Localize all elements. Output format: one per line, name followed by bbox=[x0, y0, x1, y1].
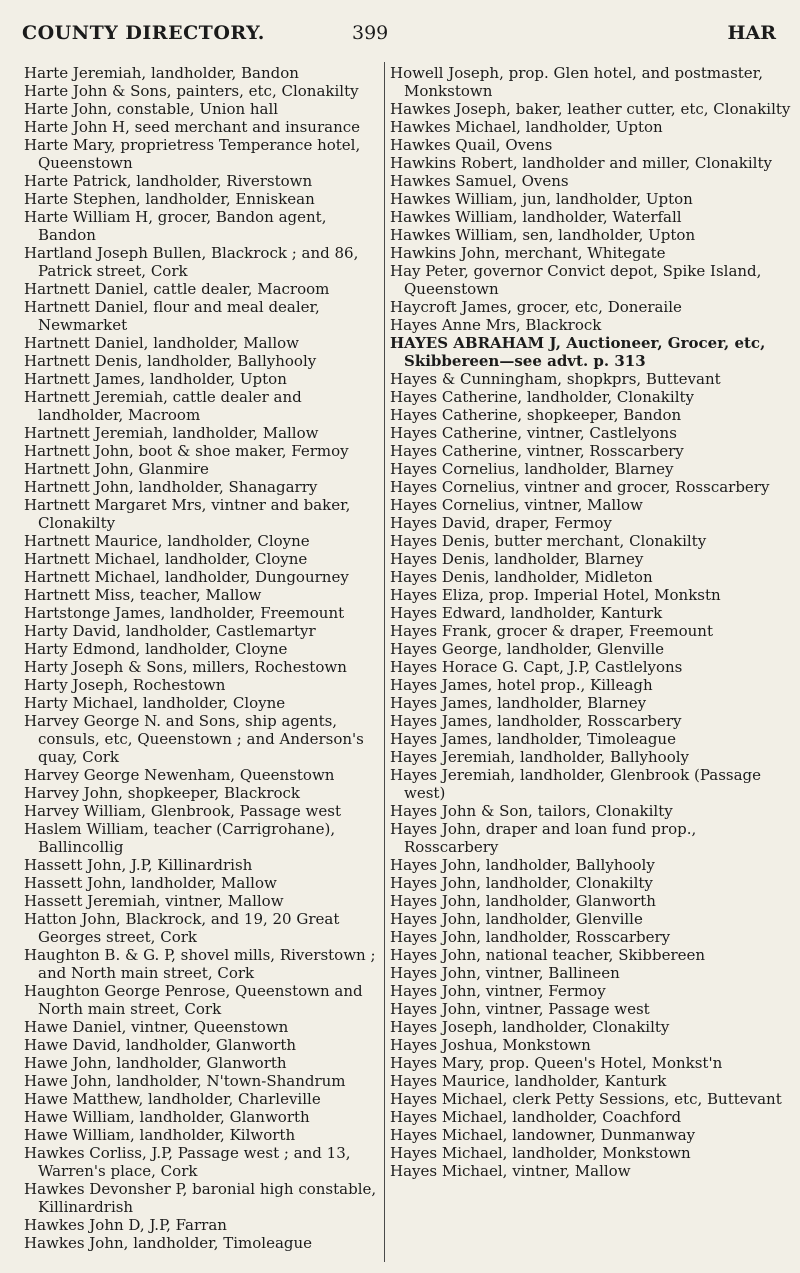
directory-entry: Harty Joseph & Sons, millers, Rochestown bbox=[24, 658, 347, 676]
directory-entry: Hayes Catherine, shopkeeper, Bandon bbox=[390, 406, 682, 424]
directory-entry: Hayes Frank, grocer & draper, Freemount bbox=[390, 622, 713, 640]
directory-entry: Hayes John, vintner, Fermoy bbox=[390, 982, 606, 1000]
directory-entry: Hawkes Joseph, baker, leather cutter, etc, Clonakilty bbox=[390, 100, 791, 118]
directory-entry: Hawkes Quail, Ovens bbox=[390, 136, 553, 154]
running-header bbox=[0, 22, 800, 52]
directory-entry: Hawkes John D, J.P, Farran bbox=[24, 1216, 227, 1234]
directory-entry: Hartnett Miss, teacher, Mallow bbox=[24, 586, 262, 604]
directory-entry: Hartnett Denis, landholder, Ballyhooly bbox=[24, 352, 317, 370]
directory-entry: Hartnett Maurice, landholder, Cloyne bbox=[24, 532, 310, 550]
directory-entry: Hawe William, landholder, Glanworth bbox=[24, 1108, 310, 1126]
section-letters: HAR bbox=[727, 22, 776, 44]
directory-entry: Hayes Catherine, landholder, Clonakilty bbox=[390, 388, 694, 406]
directory-entry: Hartnett Jeremiah, cattle dealer and landholder, Macroom bbox=[24, 388, 302, 424]
directory-entry: Hawe William, landholder, Kilworth bbox=[24, 1126, 296, 1144]
directory-entry: Harte Patrick, landholder, Riverstown bbox=[24, 172, 313, 190]
directory-entry: Hartnett Daniel, flour and meal dealer, Newmarket bbox=[24, 298, 320, 334]
running-title: COUNTY DIRECTORY. bbox=[22, 22, 265, 44]
directory-entry: Hayes Horace G. Capt, J.P, Castlelyons bbox=[390, 658, 683, 676]
directory-entry: Hartland Joseph Bullen, Blackrock ; and 86, Patrick street, Cork bbox=[24, 244, 359, 280]
page-number: 399 bbox=[352, 22, 389, 44]
directory-entry: Harte John H, seed merchant and insurance bbox=[24, 118, 361, 136]
directory-entry: Hayes Cornelius, landholder, Blarney bbox=[390, 460, 674, 478]
directory-entry: Harte Jeremiah, landholder, Bandon bbox=[24, 64, 299, 82]
directory-entry: Harvey George N. and Sons, ship agents, consuls, etc, Queenstown ; and Anderson's quay, Cork bbox=[24, 712, 364, 766]
directory-entry: Hayes Denis, landholder, Midleton bbox=[390, 568, 653, 586]
directory-entry: Hayes Michael, landholder, Monkstown bbox=[390, 1144, 691, 1162]
directory-entry: Hawkes Michael, landholder, Upton bbox=[390, 118, 663, 136]
directory-entry: Hassett John, landholder, Mallow bbox=[24, 874, 277, 892]
directory-entry: Harvey John, shopkeeper, Blackrock bbox=[24, 784, 301, 802]
directory-entry: Hayes Cornelius, vintner and grocer, Rosscarbery bbox=[390, 478, 770, 496]
directory-entry: Hayes James, hotel prop., Killeagh bbox=[390, 676, 653, 694]
directory-entry: Hawkins John, merchant, Whitegate bbox=[390, 244, 666, 262]
directory-entry: Hayes Catherine, vintner, Castlelyons bbox=[390, 424, 677, 442]
directory-entry: Hayes Joshua, Monkstown bbox=[390, 1036, 591, 1054]
directory-entry: Hawkes William, jun, landholder, Upton bbox=[390, 190, 693, 208]
directory-entry: Hayes Michael, landholder, Coachford bbox=[390, 1108, 682, 1126]
directory-entry: Hayes Eliza, prop. Imperial Hotel, Monkstn bbox=[390, 586, 721, 604]
directory-entry: Hartnett Michael, landholder, Cloyne bbox=[24, 550, 308, 568]
directory-entry: Hartnett Margaret Mrs, vintner and baker, Clonakilty bbox=[24, 496, 351, 532]
directory-entry: Hawkes William, landholder, Waterfall bbox=[390, 208, 682, 226]
directory-entry: Harte John, constable, Union hall bbox=[24, 100, 279, 118]
directory-entry: Hayes Mary, prop. Queen's Hotel, Monkst'n bbox=[390, 1054, 723, 1072]
directory-entry: Hayes David, draper, Fermoy bbox=[390, 514, 612, 532]
directory-entry: Hayes Cornelius, vintner, Mallow bbox=[390, 496, 643, 514]
directory-entry: Hayes John, landholder, Glenville bbox=[390, 910, 643, 928]
directory-entry: Harty Michael, landholder, Cloyne bbox=[24, 694, 286, 712]
directory-entry: Haughton George Penrose, Queenstown and North main street, Cork bbox=[24, 982, 363, 1018]
directory-entry: Harte John & Sons, painters, etc, Clonakilty bbox=[24, 82, 359, 100]
directory-entry: Hassett Jeremiah, vintner, Mallow bbox=[24, 892, 284, 910]
directory-entry: Harvey William, Glenbrook, Passage west bbox=[24, 802, 341, 820]
column-divider bbox=[384, 62, 385, 1262]
directory-entry: Hayes James, landholder, Timoleague bbox=[390, 730, 676, 748]
directory-entry: Hayes Edward, landholder, Kanturk bbox=[390, 604, 663, 622]
directory-entry: Hayes Maurice, landholder, Kanturk bbox=[390, 1072, 667, 1090]
left-column bbox=[24, 64, 380, 1252]
directory-entry: Hay Peter, governor Convict depot, Spike Island, Queenstown bbox=[390, 262, 762, 298]
directory-entry: Hayes Michael, landowner, Dunmanway bbox=[390, 1126, 696, 1144]
directory-entry: Hawe David, landholder, Glanworth bbox=[24, 1036, 297, 1054]
directory-entry: HAYES ABRAHAM J, Auctioneer, Grocer, etc, Skibbereen—see advt. p. 313 bbox=[390, 334, 766, 370]
directory-entry: Hartnett James, landholder, Upton bbox=[24, 370, 287, 388]
directory-entry: Hatton John, Blackrock, and 19, 20 Great Georges street, Cork bbox=[24, 910, 340, 946]
directory-entry: Harte William H, grocer, Bandon agent, Bandon bbox=[24, 208, 327, 244]
directory-entry: Hawkes Samuel, Ovens bbox=[390, 172, 569, 190]
directory-entry: Harte Mary, proprietress Temperance hotel, Queenstown bbox=[24, 136, 361, 172]
directory-entry: Haughton B. & G. P, shovel mills, Riverstown ; and North main street, Cork bbox=[24, 946, 376, 982]
directory-entry: Hawe John, landholder, Glanworth bbox=[24, 1054, 287, 1072]
directory-entry: Hayes John, vintner, Ballineen bbox=[390, 964, 620, 982]
directory-entry: Hartnett John, landholder, Shanagarry bbox=[24, 478, 318, 496]
directory-entry: Hartnett John, boot & shoe maker, Fermoy bbox=[24, 442, 349, 460]
directory-entry: Hayes Michael, vintner, Mallow bbox=[390, 1162, 631, 1180]
directory-entry: Hayes & Cunningham, shopkprs, Buttevant bbox=[390, 370, 721, 388]
directory-entry: Hayes John, landholder, Ballyhooly bbox=[390, 856, 655, 874]
directory-entry: Hayes George, landholder, Glenville bbox=[390, 640, 665, 658]
directory-entry: Hartnett Michael, landholder, Dungourney bbox=[24, 568, 349, 586]
directory-entry: Hayes Jeremiah, landholder, Glenbrook (Passage west) bbox=[390, 766, 762, 802]
directory-entry: Haslem William, teacher (Carrigrohane), Ballincollig bbox=[24, 820, 336, 856]
directory-entry: Harty Edmond, landholder, Cloyne bbox=[24, 640, 288, 658]
directory-entry: Hayes John, draper and loan fund prop., Rosscarbery bbox=[390, 820, 697, 856]
directory-entry: Hartstonge James, landholder, Freemount bbox=[24, 604, 345, 622]
directory-entry: Hayes Denis, butter merchant, Clonakilty bbox=[390, 532, 707, 550]
directory-entry: Hayes Anne Mrs, Blackrock bbox=[390, 316, 602, 334]
directory-entry: Hartnett John, Glanmire bbox=[24, 460, 209, 478]
directory-entry: Hayes James, landholder, Rosscarbery bbox=[390, 712, 682, 730]
directory-entry: Hawkes Corliss, J.P, Passage west ; and 13, Warren's place, Cork bbox=[24, 1144, 351, 1180]
directory-entry: Hartnett Jeremiah, landholder, Mallow bbox=[24, 424, 319, 442]
directory-entry: Hayes Catherine, vintner, Rosscarbery bbox=[390, 442, 684, 460]
directory-entry: Hassett John, J.P, Killinardrish bbox=[24, 856, 253, 874]
directory-entry: Hayes John, landholder, Clonakilty bbox=[390, 874, 653, 892]
directory-entry: Howell Joseph, prop. Glen hotel, and postmaster, Monkstown bbox=[390, 64, 763, 100]
directory-entry: Hawkes John, landholder, Timoleague bbox=[24, 1234, 313, 1252]
directory-entry: Hayes James, landholder, Blarney bbox=[390, 694, 647, 712]
directory-entry: Hawkes William, sen, landholder, Upton bbox=[390, 226, 696, 244]
directory-entry: Hawe John, landholder, N'town-Shandrum bbox=[24, 1072, 346, 1090]
directory-entry: Hayes Joseph, landholder, Clonakilty bbox=[390, 1018, 670, 1036]
directory-entry: Hartnett Daniel, cattle dealer, Macroom bbox=[24, 280, 330, 298]
directory-entry: Hawe Daniel, vintner, Queenstown bbox=[24, 1018, 289, 1036]
directory-entry: Hayes John, vintner, Passage west bbox=[390, 1000, 650, 1018]
directory-entry: Harty Joseph, Rochestown bbox=[24, 676, 226, 694]
directory-entry: Hayes Michael, clerk Petty Sessions, etc, Buttevant bbox=[390, 1090, 782, 1108]
directory-entry: Harvey George Newenham, Queenstown bbox=[24, 766, 335, 784]
directory-entry: Hayes John, landholder, Rosscarbery bbox=[390, 928, 671, 946]
directory-entry: Hayes Denis, landholder, Blarney bbox=[390, 550, 644, 568]
directory-entry: Hayes Jeremiah, landholder, Ballyhooly bbox=[390, 748, 689, 766]
directory-entry: Hayes John & Son, tailors, Clonakilty bbox=[390, 802, 673, 820]
directory-entry: Hawe Matthew, landholder, Charleville bbox=[24, 1090, 321, 1108]
directory-entry: Haycroft James, grocer, etc, Doneraile bbox=[390, 298, 682, 316]
right-column bbox=[390, 64, 792, 1180]
directory-entry: Hayes John, landholder, Glanworth bbox=[390, 892, 656, 910]
directory-entry: Hartnett Daniel, landholder, Mallow bbox=[24, 334, 300, 352]
directory-entry: Hawkes Devonsher P, baronial high constable, Killinardrish bbox=[24, 1180, 377, 1216]
directory-entry: Harte Stephen, landholder, Enniskean bbox=[24, 190, 315, 208]
directory-entry: Hawkins Robert, landholder and miller, Clonakilty bbox=[390, 154, 772, 172]
directory-entry: Hayes John, national teacher, Skibbereen bbox=[390, 946, 706, 964]
directory-entry: Harty David, landholder, Castlemartyr bbox=[24, 622, 316, 640]
